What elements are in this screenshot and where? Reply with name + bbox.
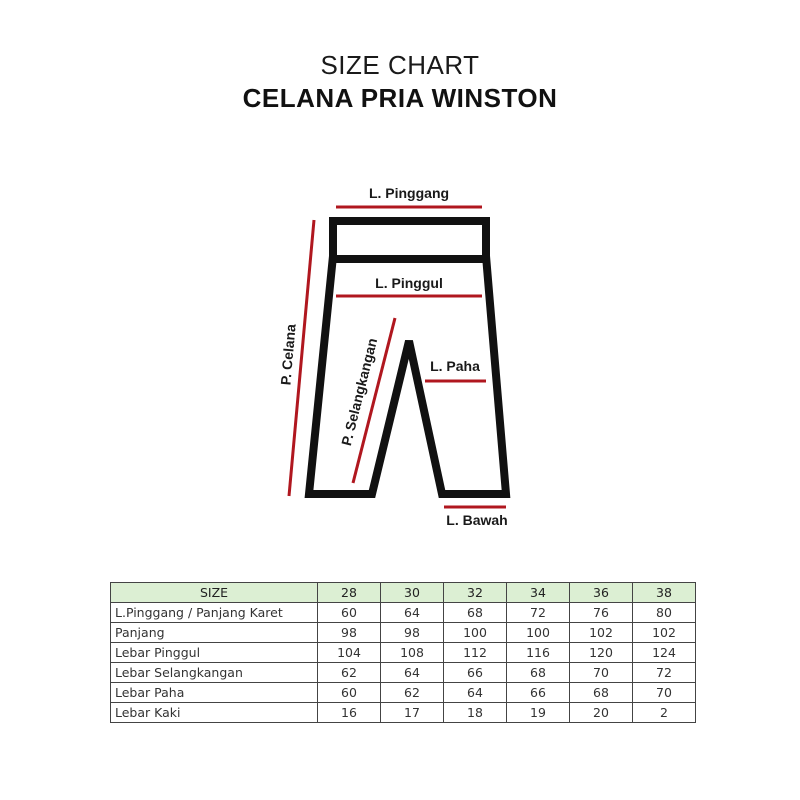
table-cell: 66 [444,663,507,683]
table-cell: 72 [507,603,570,623]
hem-label: L. Bawah [446,512,508,528]
table-row [111,623,696,643]
table-cell: 66 [507,683,570,703]
table-cell: 116 [507,643,570,663]
crotch-label: P. Selangkangan [338,336,381,448]
table-cell: 20 [570,703,633,723]
table-cell: 100 [444,623,507,643]
table-cell: 68 [444,603,507,623]
row-label: Panjang [111,623,318,643]
row-label: Lebar Selangkangan [111,663,318,683]
table-cell: 100 [507,623,570,643]
table-cell: 19 [507,703,570,723]
table-cell: 76 [570,603,633,623]
table-cell: 62 [318,663,381,683]
table-header-row [111,583,696,603]
table-row [111,643,696,663]
table-cell: 80 [633,603,696,623]
table-cell: 60 [318,683,381,703]
table-cell: 98 [318,623,381,643]
table-cell: 120 [570,643,633,663]
table-cell: 16 [318,703,381,723]
size-column-header: 28 [318,583,381,603]
table-row [111,683,696,703]
thigh-label: L. Paha [430,358,480,374]
table-cell: 68 [507,663,570,683]
waist-label: L. Pinggang [368,185,450,201]
table-cell: 102 [570,623,633,643]
table-cell: 62 [381,683,444,703]
size-column-header: 36 [570,583,633,603]
size-column-header: 32 [444,583,507,603]
table-cell: 68 [570,683,633,703]
length-label: P. Celana [277,323,299,386]
table-row [111,663,696,683]
table-cell: 108 [381,643,444,663]
row-label: Lebar Pinggul [111,643,318,663]
hip-label: L. Pinggul [375,275,443,291]
table-cell: 72 [633,663,696,683]
table-cell: 64 [381,603,444,623]
table-cell: 112 [444,643,507,663]
row-label: Lebar Paha [111,683,318,703]
table-cell: 70 [570,663,633,683]
table-cell: 17 [381,703,444,723]
table-cell: 104 [318,643,381,663]
chart-title: SIZE CHART [320,50,480,80]
table-cell: 18 [444,703,507,723]
table-row [111,703,696,723]
product-name: CELANA PRIA WINSTON [242,83,558,113]
table-row [111,603,696,623]
size-column-header: 30 [381,583,444,603]
table-cell: 124 [633,643,696,663]
table-cell: 2 [633,703,696,723]
table-cell: 64 [381,663,444,683]
table-cell: 64 [444,683,507,703]
row-label: L.Pinggang / Panjang Karet [111,603,318,623]
size-column-header: 38 [633,583,696,603]
size-table [110,582,696,723]
row-label: Lebar Kaki [111,703,318,723]
size-header-cell: SIZE [111,583,318,603]
size-column-header: 34 [507,583,570,603]
table-cell: 98 [381,623,444,643]
table-cell: 102 [633,623,696,643]
table-cell: 70 [633,683,696,703]
table-cell: 60 [318,603,381,623]
